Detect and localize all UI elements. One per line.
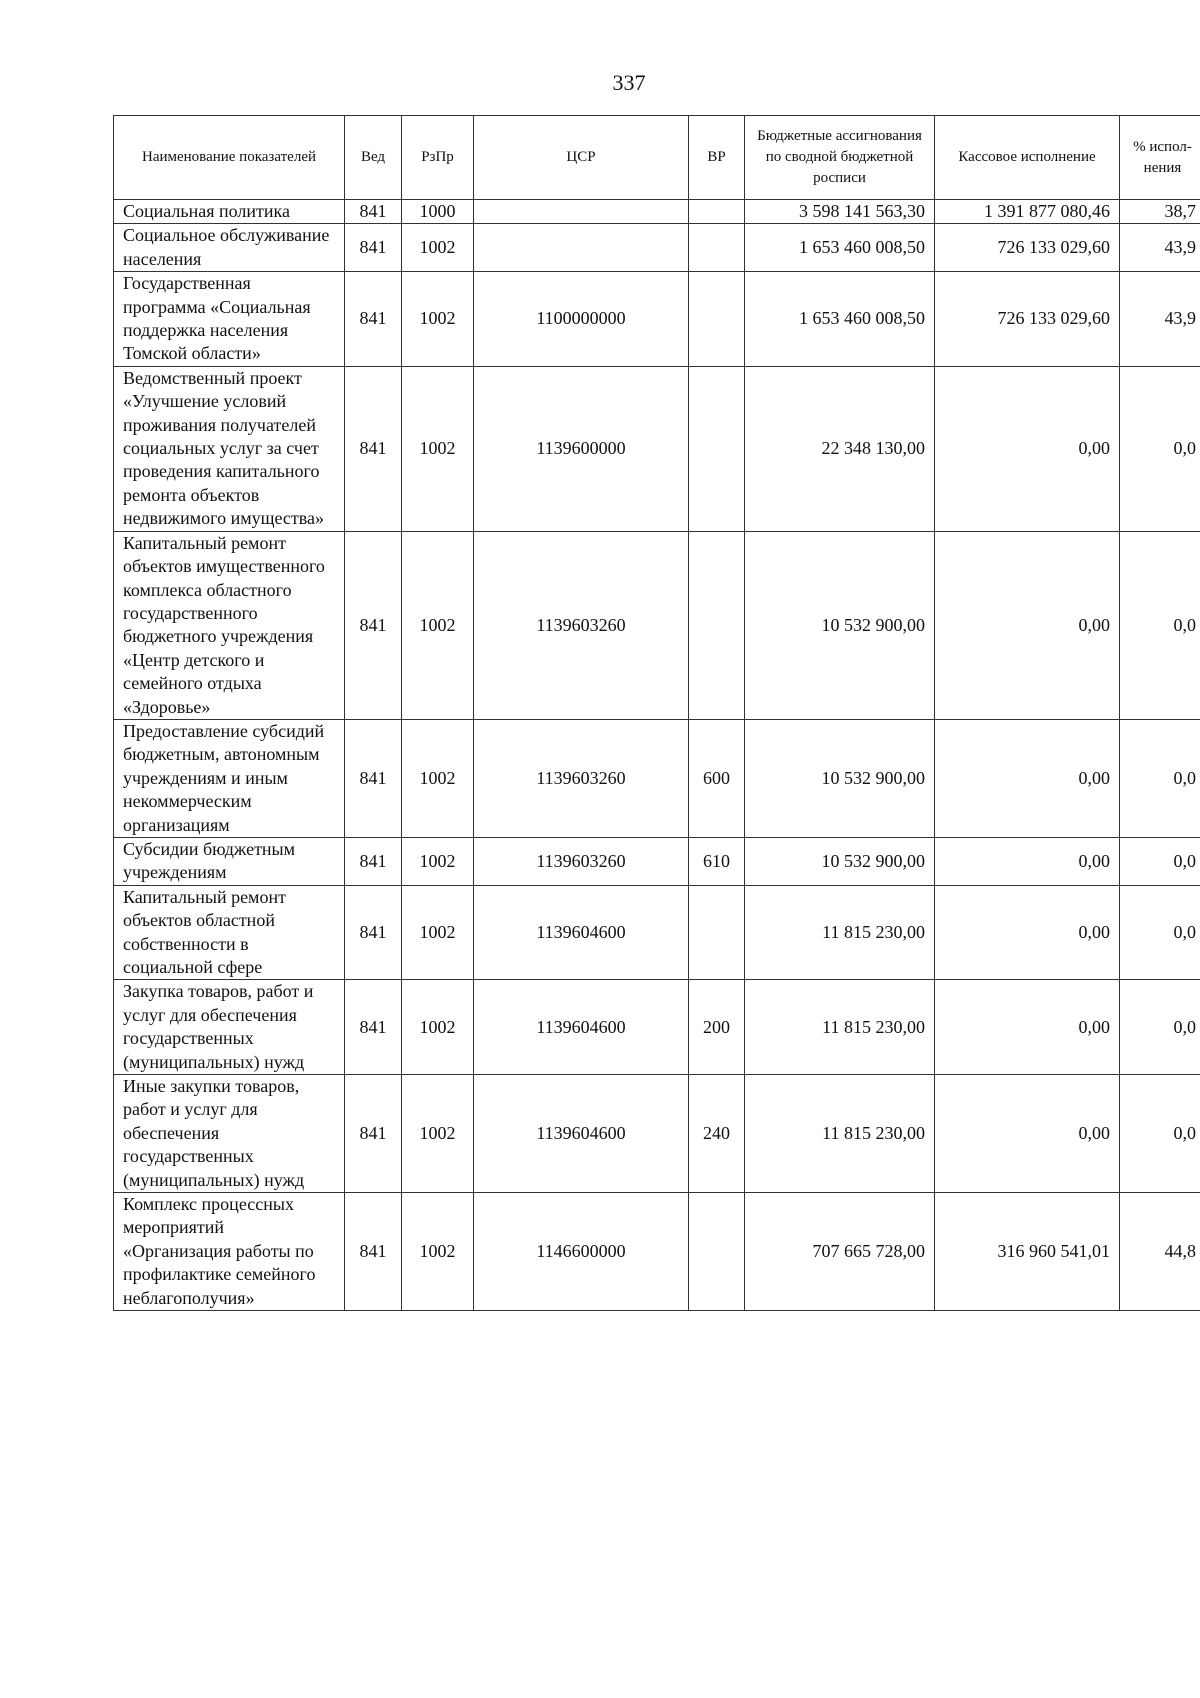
row-vr bbox=[689, 531, 745, 719]
row-ved: 841 bbox=[345, 837, 402, 885]
row-name: Иные закупки товаров, работ и услуг для обеспечения государственных (муниципальных) нужд bbox=[114, 1075, 345, 1193]
row-assignments: 1 653 460 008,50 bbox=[745, 224, 935, 272]
header-csr: ЦСР bbox=[474, 116, 689, 200]
header-ved: Вед bbox=[345, 116, 402, 200]
row-assignments: 707 665 728,00 bbox=[745, 1193, 935, 1311]
row-csr: 1139604600 bbox=[474, 1075, 689, 1193]
row-vr: 600 bbox=[689, 719, 745, 837]
table-row bbox=[114, 1193, 1200, 1311]
row-rzpr: 1002 bbox=[402, 1075, 474, 1193]
row-name: Социальное обслуживание населения bbox=[114, 224, 345, 272]
table-header-row bbox=[114, 116, 1200, 200]
header-assignments: Бюджетные ассигнования по сводной бюджетной росписи bbox=[745, 116, 935, 200]
row-vr: 240 bbox=[689, 1075, 745, 1193]
row-rzpr: 1002 bbox=[402, 531, 474, 719]
row-ved: 841 bbox=[345, 1193, 402, 1311]
row-assignments: 1 653 460 008,50 bbox=[745, 272, 935, 367]
row-rzpr: 1002 bbox=[402, 719, 474, 837]
row-name: Предоставление субсидий бюджетным, автономным учреждениям и иным некоммерческим организациям bbox=[114, 719, 345, 837]
row-ved: 841 bbox=[345, 366, 402, 531]
row-name: Капитальный ремонт объектов имущественного комплекса областного государственного бюджетного учреждения «Центр детского и семейного отдыха «Здоровье» bbox=[114, 531, 345, 719]
row-percent: 38,7 bbox=[1120, 200, 1200, 224]
row-name: Социальная политика bbox=[114, 200, 345, 224]
row-cash: 0,00 bbox=[935, 531, 1120, 719]
row-vr bbox=[689, 366, 745, 531]
row-assignments: 22 348 130,00 bbox=[745, 366, 935, 531]
row-rzpr: 1002 bbox=[402, 272, 474, 367]
row-cash: 0,00 bbox=[935, 719, 1120, 837]
table-row bbox=[114, 1075, 1200, 1193]
page-number: 337 bbox=[612, 70, 646, 95]
row-percent: 0,0 bbox=[1120, 980, 1200, 1075]
table-row bbox=[114, 272, 1200, 367]
row-rzpr: 1002 bbox=[402, 224, 474, 272]
row-ved: 841 bbox=[345, 224, 402, 272]
header-vr: ВР bbox=[689, 116, 745, 200]
row-cash: 316 960 541,01 bbox=[935, 1193, 1120, 1311]
row-cash: 726 133 029,60 bbox=[935, 272, 1120, 367]
row-csr: 1139604600 bbox=[474, 980, 689, 1075]
row-percent: 0,0 bbox=[1120, 531, 1200, 719]
row-percent: 0,0 bbox=[1120, 719, 1200, 837]
row-csr: 1146600000 bbox=[474, 1193, 689, 1311]
row-rzpr: 1002 bbox=[402, 837, 474, 885]
header-name: Наименование показателей bbox=[114, 116, 345, 200]
row-name: Субсидии бюджетным учреждениям bbox=[114, 837, 345, 885]
row-percent: 43,9 bbox=[1120, 272, 1200, 367]
row-vr bbox=[689, 885, 745, 980]
row-cash: 726 133 029,60 bbox=[935, 224, 1120, 272]
row-vr: 610 bbox=[689, 837, 745, 885]
row-rzpr: 1002 bbox=[402, 366, 474, 531]
row-ved: 841 bbox=[345, 885, 402, 980]
row-csr bbox=[474, 224, 689, 272]
row-csr bbox=[474, 200, 689, 224]
row-percent: 44,8 bbox=[1120, 1193, 1200, 1311]
row-cash: 0,00 bbox=[935, 885, 1120, 980]
row-percent: 0,0 bbox=[1120, 1075, 1200, 1193]
row-vr bbox=[689, 272, 745, 367]
row-rzpr: 1002 bbox=[402, 885, 474, 980]
row-assignments: 11 815 230,00 bbox=[745, 885, 935, 980]
row-cash: 0,00 bbox=[935, 980, 1120, 1075]
header-percent-execution: % испол-нения bbox=[1120, 116, 1200, 200]
row-name: Ведомственный проект «Улучшение условий проживания получателей социальных услуг за счет проведения капитального ремонта объектов недвижимого имущества» bbox=[114, 366, 345, 531]
row-ved: 841 bbox=[345, 531, 402, 719]
table-row bbox=[114, 885, 1200, 980]
row-csr: 1139603260 bbox=[474, 531, 689, 719]
row-cash: 1 391 877 080,46 bbox=[935, 200, 1120, 224]
header-cash-execution: Кассовое исполнение bbox=[935, 116, 1120, 200]
row-vr bbox=[689, 224, 745, 272]
row-name: Закупка товаров, работ и услуг для обеспечения государственных (муниципальных) нужд bbox=[114, 980, 345, 1075]
row-assignments: 11 815 230,00 bbox=[745, 1075, 935, 1193]
table-row bbox=[114, 224, 1200, 272]
row-assignments: 10 532 900,00 bbox=[745, 531, 935, 719]
row-ved: 841 bbox=[345, 272, 402, 367]
row-vr bbox=[689, 200, 745, 224]
row-name: Государственная программа «Социальная поддержка населения Томской области» bbox=[114, 272, 345, 367]
row-assignments: 11 815 230,00 bbox=[745, 980, 935, 1075]
row-assignments: 3 598 141 563,30 bbox=[745, 200, 935, 224]
row-name: Капитальный ремонт объектов областной собственности в социальной сфере bbox=[114, 885, 345, 980]
row-percent: 0,0 bbox=[1120, 366, 1200, 531]
table-row bbox=[114, 719, 1200, 837]
table-row bbox=[114, 200, 1200, 224]
row-percent: 0,0 bbox=[1120, 837, 1200, 885]
row-vr bbox=[689, 1193, 745, 1311]
row-cash: 0,00 bbox=[935, 366, 1120, 531]
row-percent: 43,9 bbox=[1120, 224, 1200, 272]
row-name: Комплекс процессных мероприятий «Организация работы по профилактике семейного неблагополучия» bbox=[114, 1193, 345, 1311]
row-vr: 200 bbox=[689, 980, 745, 1075]
row-csr: 1139604600 bbox=[474, 885, 689, 980]
budget-execution-table bbox=[113, 115, 1200, 1311]
row-csr: 1139600000 bbox=[474, 366, 689, 531]
row-ved: 841 bbox=[345, 1075, 402, 1193]
row-rzpr: 1002 bbox=[402, 1193, 474, 1311]
row-ved: 841 bbox=[345, 719, 402, 837]
row-cash: 0,00 bbox=[935, 1075, 1120, 1193]
row-cash: 0,00 bbox=[935, 837, 1120, 885]
row-assignments: 10 532 900,00 bbox=[745, 719, 935, 837]
table-row bbox=[114, 980, 1200, 1075]
table-row bbox=[114, 531, 1200, 719]
row-ved: 841 bbox=[345, 980, 402, 1075]
row-csr: 1100000000 bbox=[474, 272, 689, 367]
row-assignments: 10 532 900,00 bbox=[745, 837, 935, 885]
row-ved: 841 bbox=[345, 200, 402, 224]
row-csr: 1139603260 bbox=[474, 719, 689, 837]
table-row bbox=[114, 366, 1200, 531]
row-csr: 1139603260 bbox=[474, 837, 689, 885]
row-percent: 0,0 bbox=[1120, 885, 1200, 980]
row-rzpr: 1002 bbox=[402, 980, 474, 1075]
header-rzpr: РзПр bbox=[402, 116, 474, 200]
table-body bbox=[114, 200, 1200, 1311]
row-rzpr: 1000 bbox=[402, 200, 474, 224]
table-row bbox=[114, 837, 1200, 885]
